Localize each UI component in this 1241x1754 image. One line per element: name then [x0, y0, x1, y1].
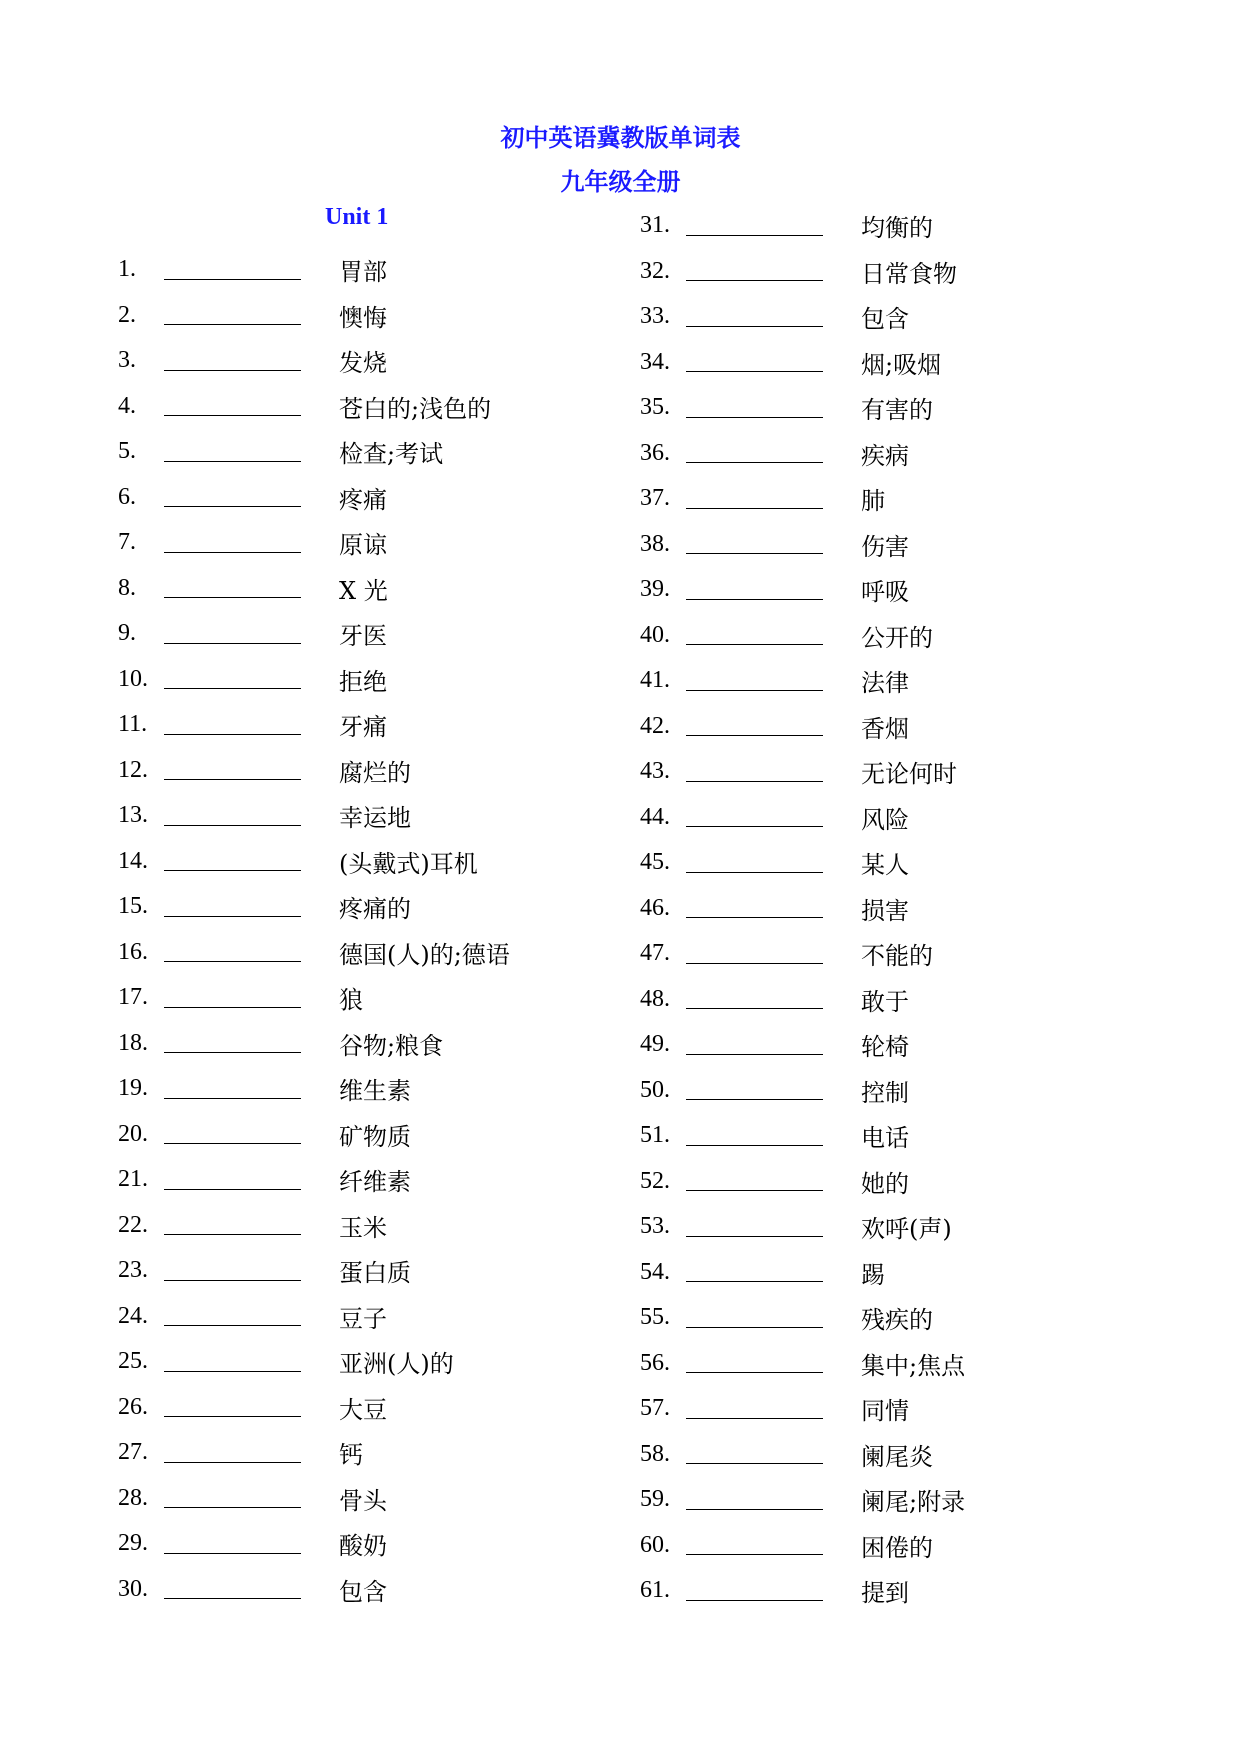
item-number: 15.	[118, 893, 148, 920]
item-number: 10.	[118, 665, 148, 692]
chinese-meaning: 牙痛	[339, 713, 387, 742]
item-number: 61.	[640, 1577, 670, 1604]
answer-blank[interactable]	[686, 1189, 823, 1191]
word-row	[118, 1521, 510, 1567]
item-number: 19.	[118, 1075, 148, 1102]
answer-blank[interactable]	[686, 1599, 823, 1601]
chinese-meaning: 她的	[861, 1169, 909, 1198]
item-number: 44.	[640, 803, 670, 830]
word-row	[640, 1523, 965, 1569]
item-number: 20.	[118, 1120, 148, 1147]
item-number: 5.	[118, 438, 136, 465]
chinese-meaning: 香烟	[861, 714, 909, 743]
chinese-meaning: 集中;焦点	[861, 1351, 966, 1380]
answer-blank[interactable]	[164, 278, 301, 280]
item-number: 22.	[118, 1211, 148, 1238]
document-subtitle: 九年级全册	[560, 167, 681, 196]
answer-blank[interactable]	[164, 596, 301, 598]
answer-blank[interactable]	[686, 234, 823, 236]
item-number: 2.	[118, 301, 136, 328]
word-row	[640, 1204, 965, 1250]
answer-blank[interactable]	[686, 643, 823, 645]
word-row	[640, 1477, 965, 1523]
word-row	[118, 566, 510, 612]
word-row	[640, 1432, 965, 1478]
answer-blank[interactable]	[686, 598, 823, 600]
answer-blank[interactable]	[164, 1051, 301, 1053]
chinese-meaning: 电话	[861, 1124, 909, 1153]
answer-blank[interactable]	[686, 370, 823, 372]
word-row	[640, 1295, 965, 1341]
answer-blank[interactable]	[686, 1098, 823, 1100]
answer-blank[interactable]	[686, 1280, 823, 1282]
word-row	[118, 702, 510, 748]
answer-blank[interactable]	[164, 1415, 301, 1417]
answer-blank[interactable]	[164, 824, 301, 826]
chinese-meaning: 大豆	[339, 1395, 387, 1424]
chinese-meaning: 懊悔	[339, 303, 387, 332]
chinese-meaning: 踢	[861, 1260, 885, 1289]
answer-blank[interactable]	[164, 1597, 301, 1599]
item-number: 48.	[640, 985, 670, 1012]
item-number: 16.	[118, 938, 148, 965]
unit-heading: Unit 1	[325, 204, 389, 230]
chinese-meaning: 疼痛	[339, 485, 387, 514]
answer-blank[interactable]	[164, 551, 301, 553]
word-row	[118, 338, 510, 384]
chinese-meaning: X 光	[339, 576, 388, 605]
word-row	[118, 793, 510, 839]
chinese-meaning: 维生素	[339, 1077, 411, 1106]
word-row	[640, 294, 965, 340]
word-row	[118, 1476, 510, 1522]
chinese-meaning: 同情	[861, 1397, 909, 1426]
chinese-meaning: 无论何时	[861, 760, 957, 789]
answer-blank[interactable]	[686, 1508, 823, 1510]
item-number: 60.	[640, 1531, 670, 1558]
word-row	[640, 749, 965, 795]
chinese-meaning: 豆子	[339, 1304, 387, 1333]
answer-blank[interactable]	[164, 642, 301, 644]
answer-blank[interactable]	[686, 507, 823, 509]
item-number: 4.	[118, 392, 136, 419]
item-number: 30.	[118, 1575, 148, 1602]
item-number: 14.	[118, 847, 148, 874]
answer-blank[interactable]	[686, 734, 823, 736]
word-row	[640, 431, 965, 477]
word-row	[118, 1339, 510, 1385]
word-row	[118, 975, 510, 1021]
word-row	[118, 1203, 510, 1249]
answer-blank[interactable]	[164, 1188, 301, 1190]
item-number: 6.	[118, 483, 136, 510]
item-number: 49.	[640, 1031, 670, 1058]
chinese-meaning: 敢于	[861, 987, 909, 1016]
answer-blank[interactable]	[164, 1370, 301, 1372]
answer-blank[interactable]	[686, 962, 823, 964]
answer-blank[interactable]	[164, 915, 301, 917]
answer-blank[interactable]	[686, 1007, 823, 1009]
chinese-meaning: 公开的	[861, 623, 933, 652]
word-row	[118, 748, 510, 794]
word-row	[118, 657, 510, 703]
item-number: 46.	[640, 894, 670, 921]
answer-blank[interactable]	[686, 1371, 823, 1373]
chinese-meaning: 阑尾炎	[861, 1442, 933, 1471]
chinese-meaning: 亚洲(人)的	[339, 1350, 454, 1379]
chinese-meaning: 德国(人)的;德语	[339, 940, 510, 969]
word-row	[640, 1159, 965, 1205]
word-row	[640, 704, 965, 750]
answer-blank[interactable]	[164, 1506, 301, 1508]
item-number: 50.	[640, 1076, 670, 1103]
answer-blank[interactable]	[164, 1461, 301, 1463]
chinese-meaning: 损害	[861, 896, 909, 925]
answer-blank[interactable]	[686, 325, 823, 327]
chinese-meaning: 牙医	[339, 622, 387, 651]
item-number: 37.	[640, 485, 670, 512]
item-number: 3.	[118, 347, 136, 374]
word-row	[118, 1385, 510, 1431]
item-number: 53.	[640, 1213, 670, 1240]
word-row	[640, 795, 965, 841]
answer-blank[interactable]	[164, 414, 301, 416]
answer-blank[interactable]	[164, 460, 301, 462]
answer-blank[interactable]	[164, 1324, 301, 1326]
item-number: 11.	[118, 711, 148, 738]
chinese-meaning: 纤维素	[339, 1168, 411, 1197]
answer-blank[interactable]	[164, 1097, 301, 1099]
item-number: 7.	[118, 529, 136, 556]
item-number: 23.	[118, 1257, 148, 1284]
word-row	[118, 429, 510, 475]
chinese-meaning: 疼痛的	[339, 895, 411, 924]
answer-blank[interactable]	[164, 733, 301, 735]
word-row	[118, 1112, 510, 1158]
chinese-meaning: 日常食物	[861, 259, 957, 288]
word-row	[118, 1294, 510, 1340]
chinese-meaning: 控制	[861, 1078, 909, 1107]
item-number: 45.	[640, 849, 670, 876]
item-number: 29.	[118, 1530, 148, 1557]
chinese-meaning: 蛋白质	[339, 1259, 411, 1288]
word-row	[118, 1248, 510, 1294]
answer-blank[interactable]	[164, 323, 301, 325]
word-row	[118, 1021, 510, 1067]
item-number: 38.	[640, 530, 670, 557]
item-number: 43.	[640, 758, 670, 785]
item-number: 24.	[118, 1302, 148, 1329]
chinese-meaning: 包含	[339, 1577, 387, 1606]
item-number: 31.	[640, 212, 670, 239]
item-number: 25.	[118, 1348, 148, 1375]
item-number: 32.	[640, 257, 670, 284]
answer-blank[interactable]	[164, 505, 301, 507]
chinese-meaning: 肺	[861, 487, 885, 516]
chinese-meaning: 苍白的;浅色的	[339, 394, 492, 423]
item-number: 58.	[640, 1440, 670, 1467]
word-row	[640, 249, 965, 295]
answer-blank[interactable]	[164, 687, 301, 689]
chinese-meaning: 不能的	[861, 942, 933, 971]
chinese-meaning: 包含	[861, 305, 909, 334]
chinese-meaning: 骨头	[339, 1486, 387, 1515]
word-row	[118, 839, 510, 885]
answer-blank[interactable]	[164, 1279, 301, 1281]
item-number: 47.	[640, 940, 670, 967]
item-number: 35.	[640, 394, 670, 421]
item-number: 13.	[118, 802, 148, 829]
answer-blank[interactable]	[164, 869, 301, 871]
item-number: 40.	[640, 621, 670, 648]
chinese-meaning: 检查;考试	[339, 440, 444, 469]
word-row	[640, 977, 965, 1023]
chinese-meaning: 幸运地	[339, 804, 411, 833]
answer-blank[interactable]	[686, 416, 823, 418]
item-number: 28.	[118, 1484, 148, 1511]
chinese-meaning: 残疾的	[861, 1306, 933, 1335]
chinese-meaning: 风险	[861, 805, 909, 834]
word-row	[118, 1066, 510, 1112]
answer-blank[interactable]	[686, 1053, 823, 1055]
word-row	[640, 886, 965, 932]
answer-blank[interactable]	[164, 960, 301, 962]
chinese-meaning: 轮椅	[861, 1033, 909, 1062]
chinese-meaning: 伤害	[861, 532, 909, 561]
word-row	[118, 884, 510, 930]
item-number: 26.	[118, 1393, 148, 1420]
answer-blank[interactable]	[686, 916, 823, 918]
item-number: 42.	[640, 712, 670, 739]
word-row	[640, 1068, 965, 1114]
answer-blank[interactable]	[686, 871, 823, 873]
word-row	[118, 384, 510, 430]
chinese-meaning: 矿物质	[339, 1122, 411, 1151]
chinese-meaning: 酸奶	[339, 1532, 387, 1561]
word-row	[118, 1430, 510, 1476]
word-row	[118, 1157, 510, 1203]
item-number: 59.	[640, 1486, 670, 1513]
chinese-meaning: 呼吸	[861, 578, 909, 607]
word-row	[118, 475, 510, 521]
word-row	[640, 931, 965, 977]
word-row	[640, 522, 965, 568]
word-row	[640, 840, 965, 886]
word-row	[118, 247, 510, 293]
item-number: 57.	[640, 1395, 670, 1422]
answer-blank[interactable]	[686, 825, 823, 827]
answer-blank[interactable]	[164, 778, 301, 780]
chinese-meaning: 狼	[339, 986, 363, 1015]
item-number: 1.	[118, 256, 136, 283]
answer-blank[interactable]	[686, 1326, 823, 1328]
chinese-meaning: 腐烂的	[339, 758, 411, 787]
item-number: 52.	[640, 1167, 670, 1194]
item-number: 54.	[640, 1258, 670, 1285]
word-row	[640, 1341, 965, 1387]
word-row	[118, 520, 510, 566]
item-number: 51.	[640, 1122, 670, 1149]
word-row	[640, 1568, 965, 1614]
chinese-meaning: 疾病	[861, 441, 909, 470]
chinese-meaning: 烟;吸烟	[861, 350, 942, 379]
item-number: 34.	[640, 348, 670, 375]
word-list-right-column	[640, 203, 965, 1614]
chinese-meaning: 胃部	[339, 258, 387, 287]
item-number: 21.	[118, 1166, 148, 1193]
word-row	[640, 1113, 965, 1159]
word-list-left-column	[118, 247, 510, 1612]
answer-blank[interactable]	[686, 1462, 823, 1464]
chinese-meaning: 玉米	[339, 1213, 387, 1242]
item-number: 17.	[118, 984, 148, 1011]
item-number: 18.	[118, 1029, 148, 1056]
chinese-meaning: 阑尾;附录	[861, 1488, 966, 1517]
answer-blank[interactable]	[686, 1235, 823, 1237]
answer-blank[interactable]	[686, 461, 823, 463]
item-number: 41.	[640, 667, 670, 694]
word-row	[640, 613, 965, 659]
answer-blank[interactable]	[686, 1553, 823, 1555]
word-row	[640, 1386, 965, 1432]
chinese-meaning: 均衡的	[861, 214, 933, 243]
answer-blank[interactable]	[164, 1552, 301, 1554]
item-number: 27.	[118, 1439, 148, 1466]
word-row	[640, 476, 965, 522]
item-number: 56.	[640, 1349, 670, 1376]
word-row	[640, 658, 965, 704]
item-number: 9.	[118, 620, 136, 647]
chinese-meaning: (头戴式)耳机	[339, 849, 478, 878]
answer-blank[interactable]	[686, 780, 823, 782]
word-row	[118, 611, 510, 657]
answer-blank[interactable]	[164, 1142, 301, 1144]
chinese-meaning: 欢呼(声)	[861, 1215, 952, 1244]
answer-blank[interactable]	[164, 1006, 301, 1008]
chinese-meaning: 困倦的	[861, 1533, 933, 1562]
answer-blank[interactable]	[686, 1144, 823, 1146]
chinese-meaning: 某人	[861, 851, 909, 880]
answer-blank[interactable]	[686, 1417, 823, 1419]
chinese-meaning: 拒绝	[339, 667, 387, 696]
chinese-meaning: 法律	[861, 669, 909, 698]
chinese-meaning: 提到	[861, 1579, 909, 1608]
item-number: 33.	[640, 303, 670, 330]
word-row	[640, 567, 965, 613]
document-title: 初中英语冀教版单词表	[500, 123, 741, 152]
chinese-meaning: 有害的	[861, 396, 933, 425]
item-number: 12.	[118, 756, 148, 783]
answer-blank[interactable]	[686, 552, 823, 554]
chinese-meaning: 谷物;粮食	[339, 1031, 444, 1060]
word-row	[640, 340, 965, 386]
answer-blank[interactable]	[164, 369, 301, 371]
word-row	[640, 1250, 965, 1296]
answer-blank[interactable]	[686, 279, 823, 281]
chinese-meaning: 原谅	[339, 531, 387, 560]
word-row	[640, 203, 965, 249]
word-row	[118, 930, 510, 976]
word-row	[118, 1567, 510, 1613]
word-row	[640, 385, 965, 431]
chinese-meaning: 发烧	[339, 349, 387, 378]
item-number: 8.	[118, 574, 136, 601]
chinese-meaning: 钙	[339, 1441, 363, 1470]
item-number: 39.	[640, 576, 670, 603]
answer-blank[interactable]	[164, 1233, 301, 1235]
item-number: 36.	[640, 439, 670, 466]
answer-blank[interactable]	[686, 689, 823, 691]
word-row	[118, 293, 510, 339]
item-number: 55.	[640, 1304, 670, 1331]
word-row	[640, 1022, 965, 1068]
